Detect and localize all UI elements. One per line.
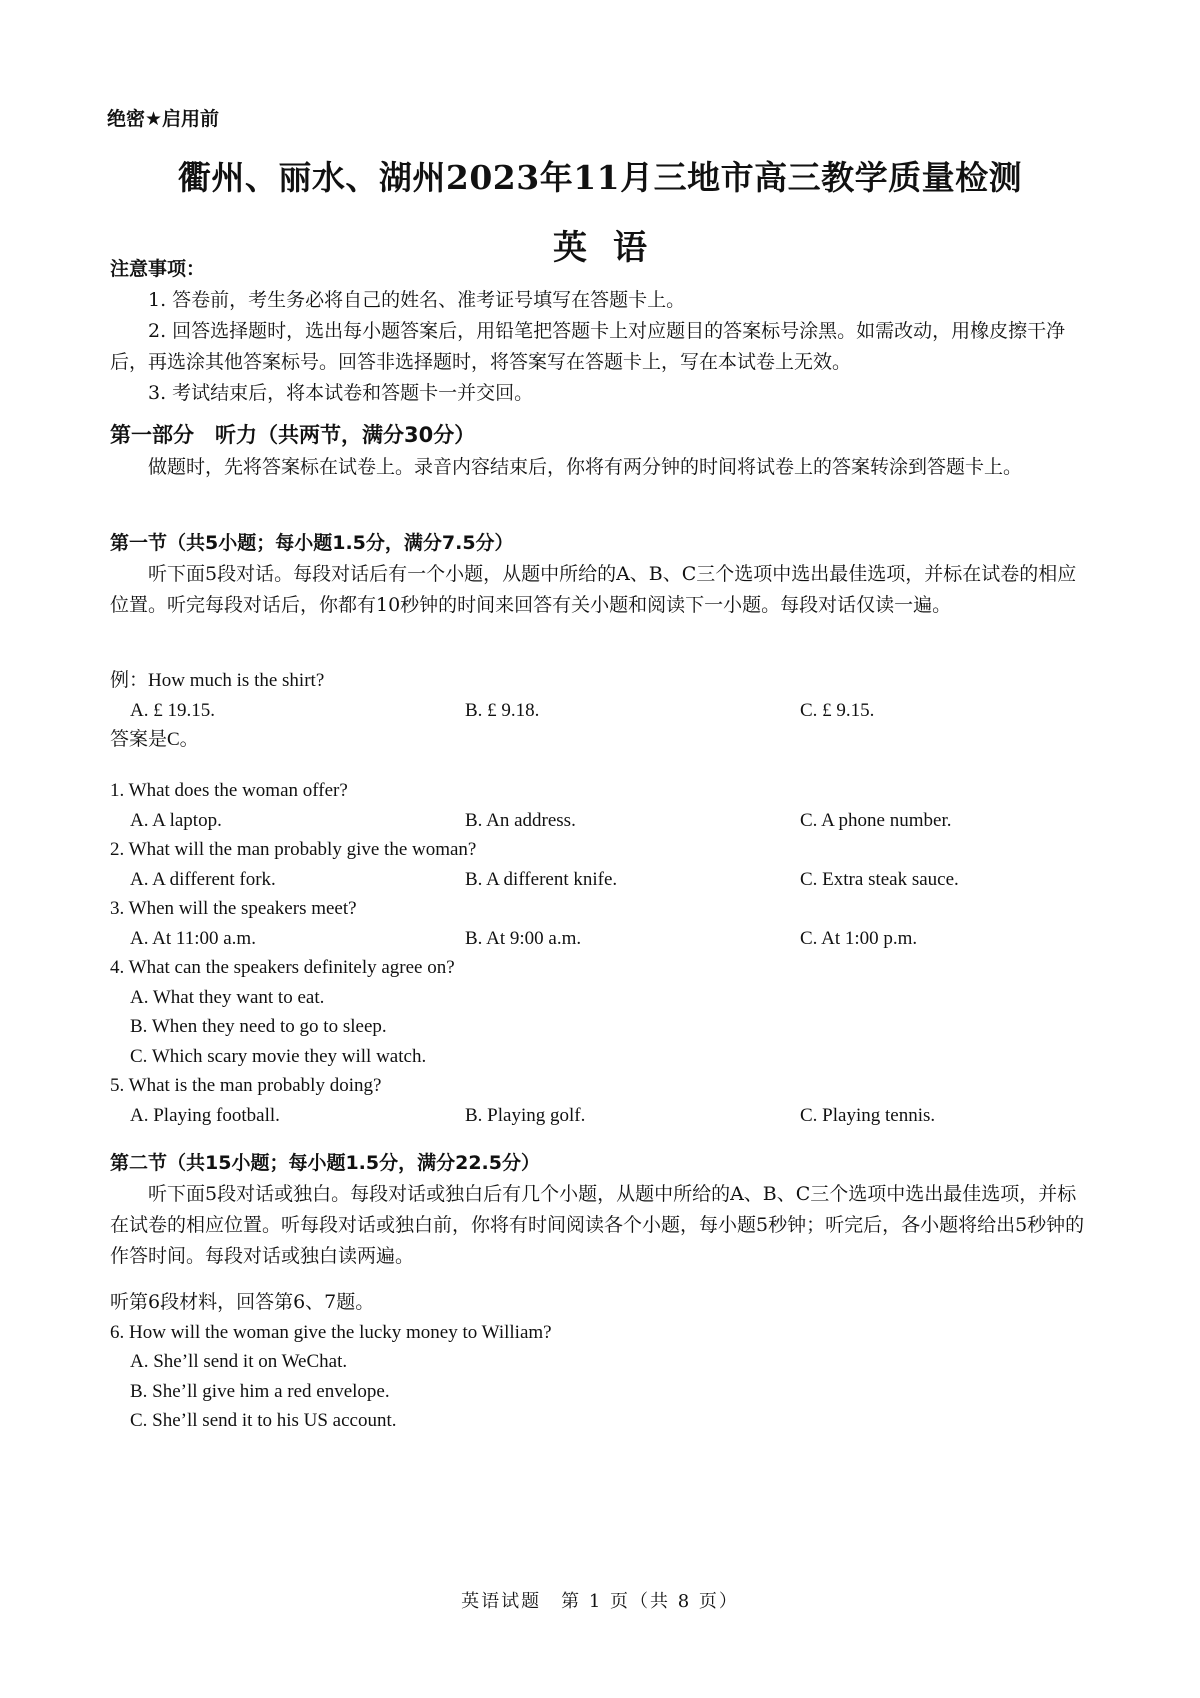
section2-heading: 第二节（共15小题；每小题1.5分，满分22.5分） — [110, 1152, 540, 1174]
option-a: A. What they want to eat. — [130, 986, 325, 1008]
question-options — [110, 865, 1095, 895]
confidential-mark: 绝密★启用前 — [107, 108, 220, 130]
section1-questions — [110, 776, 1095, 1130]
option-b: B. At 9:00 a.m. — [465, 927, 582, 949]
material-instruction: 听第6段材料，回答第6、7题。 — [110, 1291, 375, 1313]
option-a: A. A laptop. — [130, 809, 222, 831]
option-b: B. She’ll give him a red envelope. — [130, 1380, 390, 1402]
option-a: A. Playing football. — [130, 1104, 280, 1126]
option-c: C. At 1:00 p.m. — [800, 927, 918, 949]
option-c: C. A phone number. — [800, 809, 952, 831]
part1-instruction: 做题时，先将答案标在试卷上。录音内容结束后，你将有两分钟的时间将试卷上的答案转涂到答题卡上。 — [148, 456, 1023, 478]
option-b: B. An address. — [465, 809, 576, 831]
notes-section — [110, 254, 1095, 409]
option-c: C. Which scary movie they will watch. — [130, 1045, 427, 1067]
question-stem: 1. What does the woman offer? — [110, 780, 348, 801]
question-stem: 6. How will the woman give the lucky money to William? — [110, 1321, 552, 1343]
note-item-2: 2. 回答选择题时，选出每小题答案后，用铅笔把答题卡上对应题目的答案标号涂黑。如需改动，用橡皮擦干净后，再选涂其他答案标号。回答非选择题时，将答案写在答题卡上，写在本试卷上无效。 — [110, 320, 1066, 373]
question-options — [110, 806, 1095, 836]
section1-instruction: 听下面5段对话。每段对话后有一个小题，从题中所给的A、B、C三个选项中选出最佳选项，并标在试卷的相应位置。听完每段对话后，你都有10秒钟的时间来回答有关小题和阅读下一小题。每段对话仅读一遍。 — [110, 563, 1077, 616]
option-c: C. Playing tennis. — [800, 1104, 936, 1126]
example-option-b: B. £ 9.18. — [465, 699, 540, 721]
question-stem: 4. What can the speakers definitely agree on? — [110, 957, 455, 978]
subject-title: 英语 — [553, 228, 673, 268]
question-stem: 3. When will the speakers meet? — [110, 898, 357, 919]
option-b: B. A different knife. — [465, 868, 618, 890]
notes-heading: 注意事项： — [110, 258, 206, 280]
option-b: B. When they need to go to sleep. — [130, 1016, 387, 1037]
option-c: C. She’ll send it to his US account. — [130, 1410, 397, 1431]
option-b: B. Playing golf. — [465, 1104, 586, 1126]
example-options — [110, 696, 1095, 726]
section2-questions — [110, 1288, 1095, 1436]
section1 — [110, 528, 1095, 621]
section2 — [110, 1148, 1095, 1272]
question-stem: 5. What is the man probably doing? — [110, 1075, 382, 1096]
example-question: 例：How much is the shirt? — [110, 670, 325, 691]
question-options — [110, 1101, 1095, 1131]
question-stem: 2. What will the man probably give the woman? — [110, 839, 477, 860]
part1-heading: 第一部分 听力（共两节，满分30分） — [110, 423, 476, 447]
example-option-c: C. £ 9.15. — [800, 699, 875, 721]
page-footer: 英语试题 第 1 页（共 8 页） — [461, 1591, 739, 1612]
example-answer: 答案是C。 — [110, 729, 199, 750]
note-item-3: 3. 考试结束后，将本试卷和答题卡一并交回。 — [148, 382, 534, 404]
question-options — [110, 924, 1095, 954]
option-a: A. A different fork. — [130, 868, 276, 890]
section2-instruction: 听下面5段对话或独白。每段对话或独白后有几个小题，从题中所给的A、B、C三个选项中选出最佳选项，并标在试卷的相应位置。听每段对话或独白前，你将有时间阅读各个小题，每小题5秒钟；听完后，各小题将给出5秒钟的作答时间。每段对话或独白读两遍。 — [110, 1183, 1085, 1267]
exam-title: 衢州、丽水、湖州2023年11月三地市高三教学质量检测 — [177, 158, 1023, 197]
option-c: C. Extra steak sauce. — [800, 868, 959, 890]
example-option-a: A. £ 19.15. — [130, 699, 215, 721]
option-a: A. She’ll send it on WeChat. — [130, 1351, 348, 1372]
part1-section — [110, 418, 1095, 483]
option-a: A. At 11:00 a.m. — [130, 927, 256, 949]
note-item-1: 1. 答卷前，考生务必将自己的姓名、准考证号填写在答题卡上。 — [148, 289, 686, 311]
section1-heading: 第一节（共5小题；每小题1.5分，满分7.5分） — [110, 532, 514, 554]
example-block — [110, 666, 1095, 755]
